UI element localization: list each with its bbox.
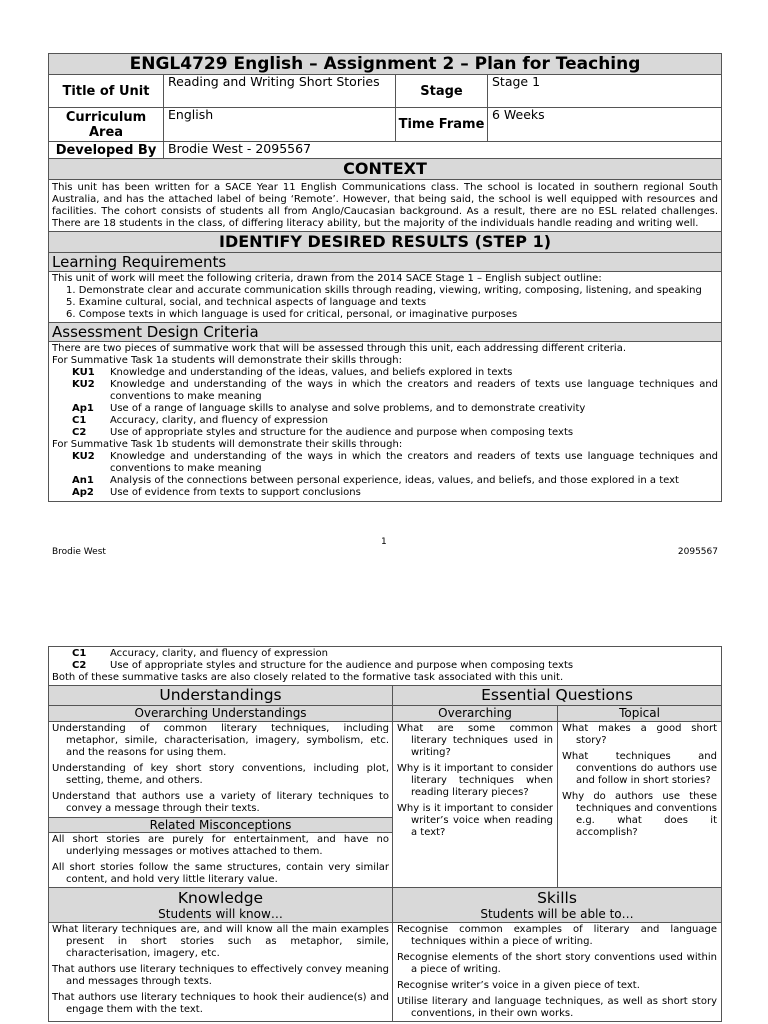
skill-item: Utilise literary and language techniques, as well as short story conventions, in their own works.: [397, 996, 717, 1019]
topical-questions-cell: [558, 722, 722, 888]
criterion-row: [52, 487, 718, 499]
overarching-question: Why is it important to consider literary techniques when reading literary pieces?: [397, 763, 553, 798]
criterion-row: [52, 379, 718, 403]
stage-value: Stage 1: [488, 75, 722, 108]
formative-note: Both of these summative tasks are also closely related to the formative task associated with this unit.: [52, 672, 564, 683]
skill-item: Recognise elements of the short story conventions used within a piece of writing.: [397, 952, 717, 975]
title-of-unit-label: Title of Unit: [49, 75, 164, 108]
criterion-text: Accuracy, clarity, and fluency of expression: [110, 648, 328, 659]
context-text: This unit has been written for a SACE Year 11 English Communications class. The school is located in southern regional South Australia, and has the attached label of being ‘Remote’. However, that being said, the school is well equipped with resources and facilities. The cohort consists of students all from Anglo/Caucasian background. As a result, there are no ESL related challenges. There are 18 students in the class, of differing literacy ability, but the majority of the individuals handle reading and writing well.: [49, 180, 722, 232]
overarching-questions-cell: [393, 722, 558, 888]
criterion-row: [52, 660, 718, 672]
knowledge-heading: Knowledge: [177, 889, 264, 907]
criterion-text: Use of evidence from texts to support conclusions: [110, 487, 361, 498]
knowledge-item: That authors use literary techniques to hook their audience(s) and engage them with the text.: [52, 992, 389, 1015]
knowledge-item: What literary techniques are, and will know all the main examples present in short stories such as metaphor, simile, characterisation, imagery, etc.: [52, 924, 389, 959]
overarching-questions-label: Overarching: [393, 706, 558, 722]
learning-requirement-item: 5. Examine cultural, social, and technical aspects of language and texts: [66, 297, 427, 308]
skill-item: Recognise writer’s voice in a given piece of text.: [397, 980, 640, 991]
criterion-text: Knowledge and understanding of the ways in which the creators and readers of texts use language techniques and conventions to make meaning: [110, 451, 719, 474]
understanding-item: Understand that authors use a variety of literary techniques to convey a message through their texts.: [52, 791, 389, 814]
learning-requirement-item: 6. Compose texts in which language is used for critical, personal, or imaginative purposes: [66, 309, 518, 320]
developed-by-value: Brodie West - 2095567: [164, 142, 722, 159]
topical-question: Why do authors use these techniques and conventions e.g. what does it accomplish?: [562, 791, 717, 838]
criterion-row: [52, 475, 718, 487]
time-frame-value: 6 Weeks: [488, 108, 722, 142]
document-title: ENGL4729 English – Assignment 2 – Plan for Teaching: [49, 54, 722, 75]
continued-criteria: [49, 647, 722, 686]
skills-cell: [393, 923, 722, 1022]
footer-author: Brodie West: [52, 547, 106, 557]
step1-heading: IDENTIFY DESIRED RESULTS (STEP 1): [49, 232, 722, 253]
knowledge-item: That authors use literary techniques to effectively convey meaning and messages through texts.: [52, 964, 389, 987]
criterion-row: [52, 451, 718, 475]
criterion-code: An1: [72, 475, 94, 486]
planning-table-page2: [48, 646, 722, 1022]
learning-requirements-body: [49, 272, 722, 323]
title-of-unit-value: Reading and Writing Short Stories: [164, 75, 396, 108]
overarching-question: What are some common literary techniques used in writing?: [397, 723, 553, 758]
task1b-intro: For Summative Task 1b students will demonstrate their skills through:: [52, 439, 403, 450]
planning-table-page1: [48, 53, 722, 502]
criterion-text: Use of appropriate styles and structure for the audience and purpose when composing texts: [110, 660, 574, 671]
criterion-code: C1: [72, 415, 87, 426]
criterion-text: Use of appropriate styles and structure for the audience and purpose when composing texts: [110, 427, 574, 438]
skills-subheading: Students will be able to…: [480, 907, 634, 921]
context-heading: CONTEXT: [49, 159, 722, 180]
misconception-item: All short stories are purely for entertainment, and have no underlying messages or motives attached to them.: [52, 834, 389, 857]
criterion-row: [52, 403, 718, 415]
criterion-row: [52, 648, 718, 660]
page-number: 1: [381, 537, 387, 547]
overarching-question: Why is it important to consider writer’s voice when reading a text?: [397, 803, 553, 838]
criterion-code: C1: [72, 648, 87, 659]
understanding-item: Understanding of key short story conventions, including plot, setting, theme, and others.: [52, 763, 389, 786]
assessment-intro: There are two pieces of summative work that will be assessed through this unit, each addressing different criteria.: [52, 343, 627, 354]
skills-heading: Skills: [537, 889, 577, 907]
task1a-intro: For Summative Task 1a students will demonstrate their skills through:: [52, 355, 402, 366]
criterion-row: [52, 367, 718, 379]
footer-student-id: 2095567: [677, 547, 718, 557]
criterion-code: Ap2: [72, 487, 94, 498]
criterion-code: C2: [72, 660, 87, 671]
criterion-code: Ap1: [72, 403, 94, 414]
understandings-cell: [49, 722, 393, 888]
overarching-understandings-label: Overarching Understandings: [49, 706, 393, 722]
knowledge-subheading: Students will know…: [158, 907, 283, 921]
curriculum-area-label: Curriculum Area: [49, 108, 164, 142]
learning-requirement-item: 1. Demonstrate clear and accurate communication skills through reading, viewing, writing, composing, listening, and speaking: [66, 285, 702, 296]
topical-question: What makes a good short story?: [562, 723, 717, 746]
assessment-criteria-body: [49, 342, 722, 502]
skills-header: [393, 888, 722, 923]
criterion-code: KU1: [72, 367, 95, 378]
criterion-code: KU2: [72, 379, 95, 390]
learning-requirements-heading: Learning Requirements: [49, 253, 722, 272]
assessment-design-criteria-heading: Assessment Design Criteria: [49, 323, 722, 342]
criterion-text: Knowledge and understanding of the ideas, values, and beliefs explored in texts: [110, 367, 513, 378]
misconception-item: All short stories follow the same structures, contain very similar content, and hold very little literary value.: [52, 862, 389, 885]
criterion-row: [52, 427, 718, 439]
knowledge-header: [49, 888, 393, 923]
understanding-item: Understanding of common literary techniques, including metaphor, simile, characterisation, imagery, symbolism, etc. and the reasons for using them.: [52, 723, 389, 758]
curriculum-area-value: English: [164, 108, 396, 142]
learning-requirements-intro: This unit of work will meet the following criteria, drawn from the 2014 SACE Stage 1 – English subject outline:: [52, 273, 602, 284]
criterion-text: Accuracy, clarity, and fluency of expression: [110, 415, 328, 426]
related-misconceptions-label: Related Misconceptions: [49, 817, 392, 833]
skill-item: Recognise common examples of literary and language techniques within a piece of writing.: [397, 924, 717, 947]
criterion-text: Analysis of the connections between personal experience, ideas, values, and beliefs, and those explored in a text: [110, 475, 679, 486]
essential-questions-heading: Essential Questions: [393, 686, 722, 706]
criterion-text: Knowledge and understanding of the ways in which the creators and readers of texts use language techniques and conventions to make meaning: [110, 379, 719, 402]
criterion-code: KU2: [72, 451, 95, 462]
criterion-code: C2: [72, 427, 87, 438]
criterion-text: Use of a range of language skills to analyse and solve problems, and to demonstrate creativity: [110, 403, 586, 414]
knowledge-cell: [49, 923, 393, 1022]
stage-label: Stage: [396, 75, 488, 108]
topical-questions-label: Topical: [558, 706, 722, 722]
understandings-heading: Understandings: [49, 686, 393, 706]
topical-question: What techniques and conventions do authors use and follow in short stories?: [562, 751, 717, 786]
developed-by-label: Developed By: [49, 142, 164, 159]
criterion-row: [52, 415, 718, 427]
time-frame-label: Time Frame: [396, 108, 488, 142]
